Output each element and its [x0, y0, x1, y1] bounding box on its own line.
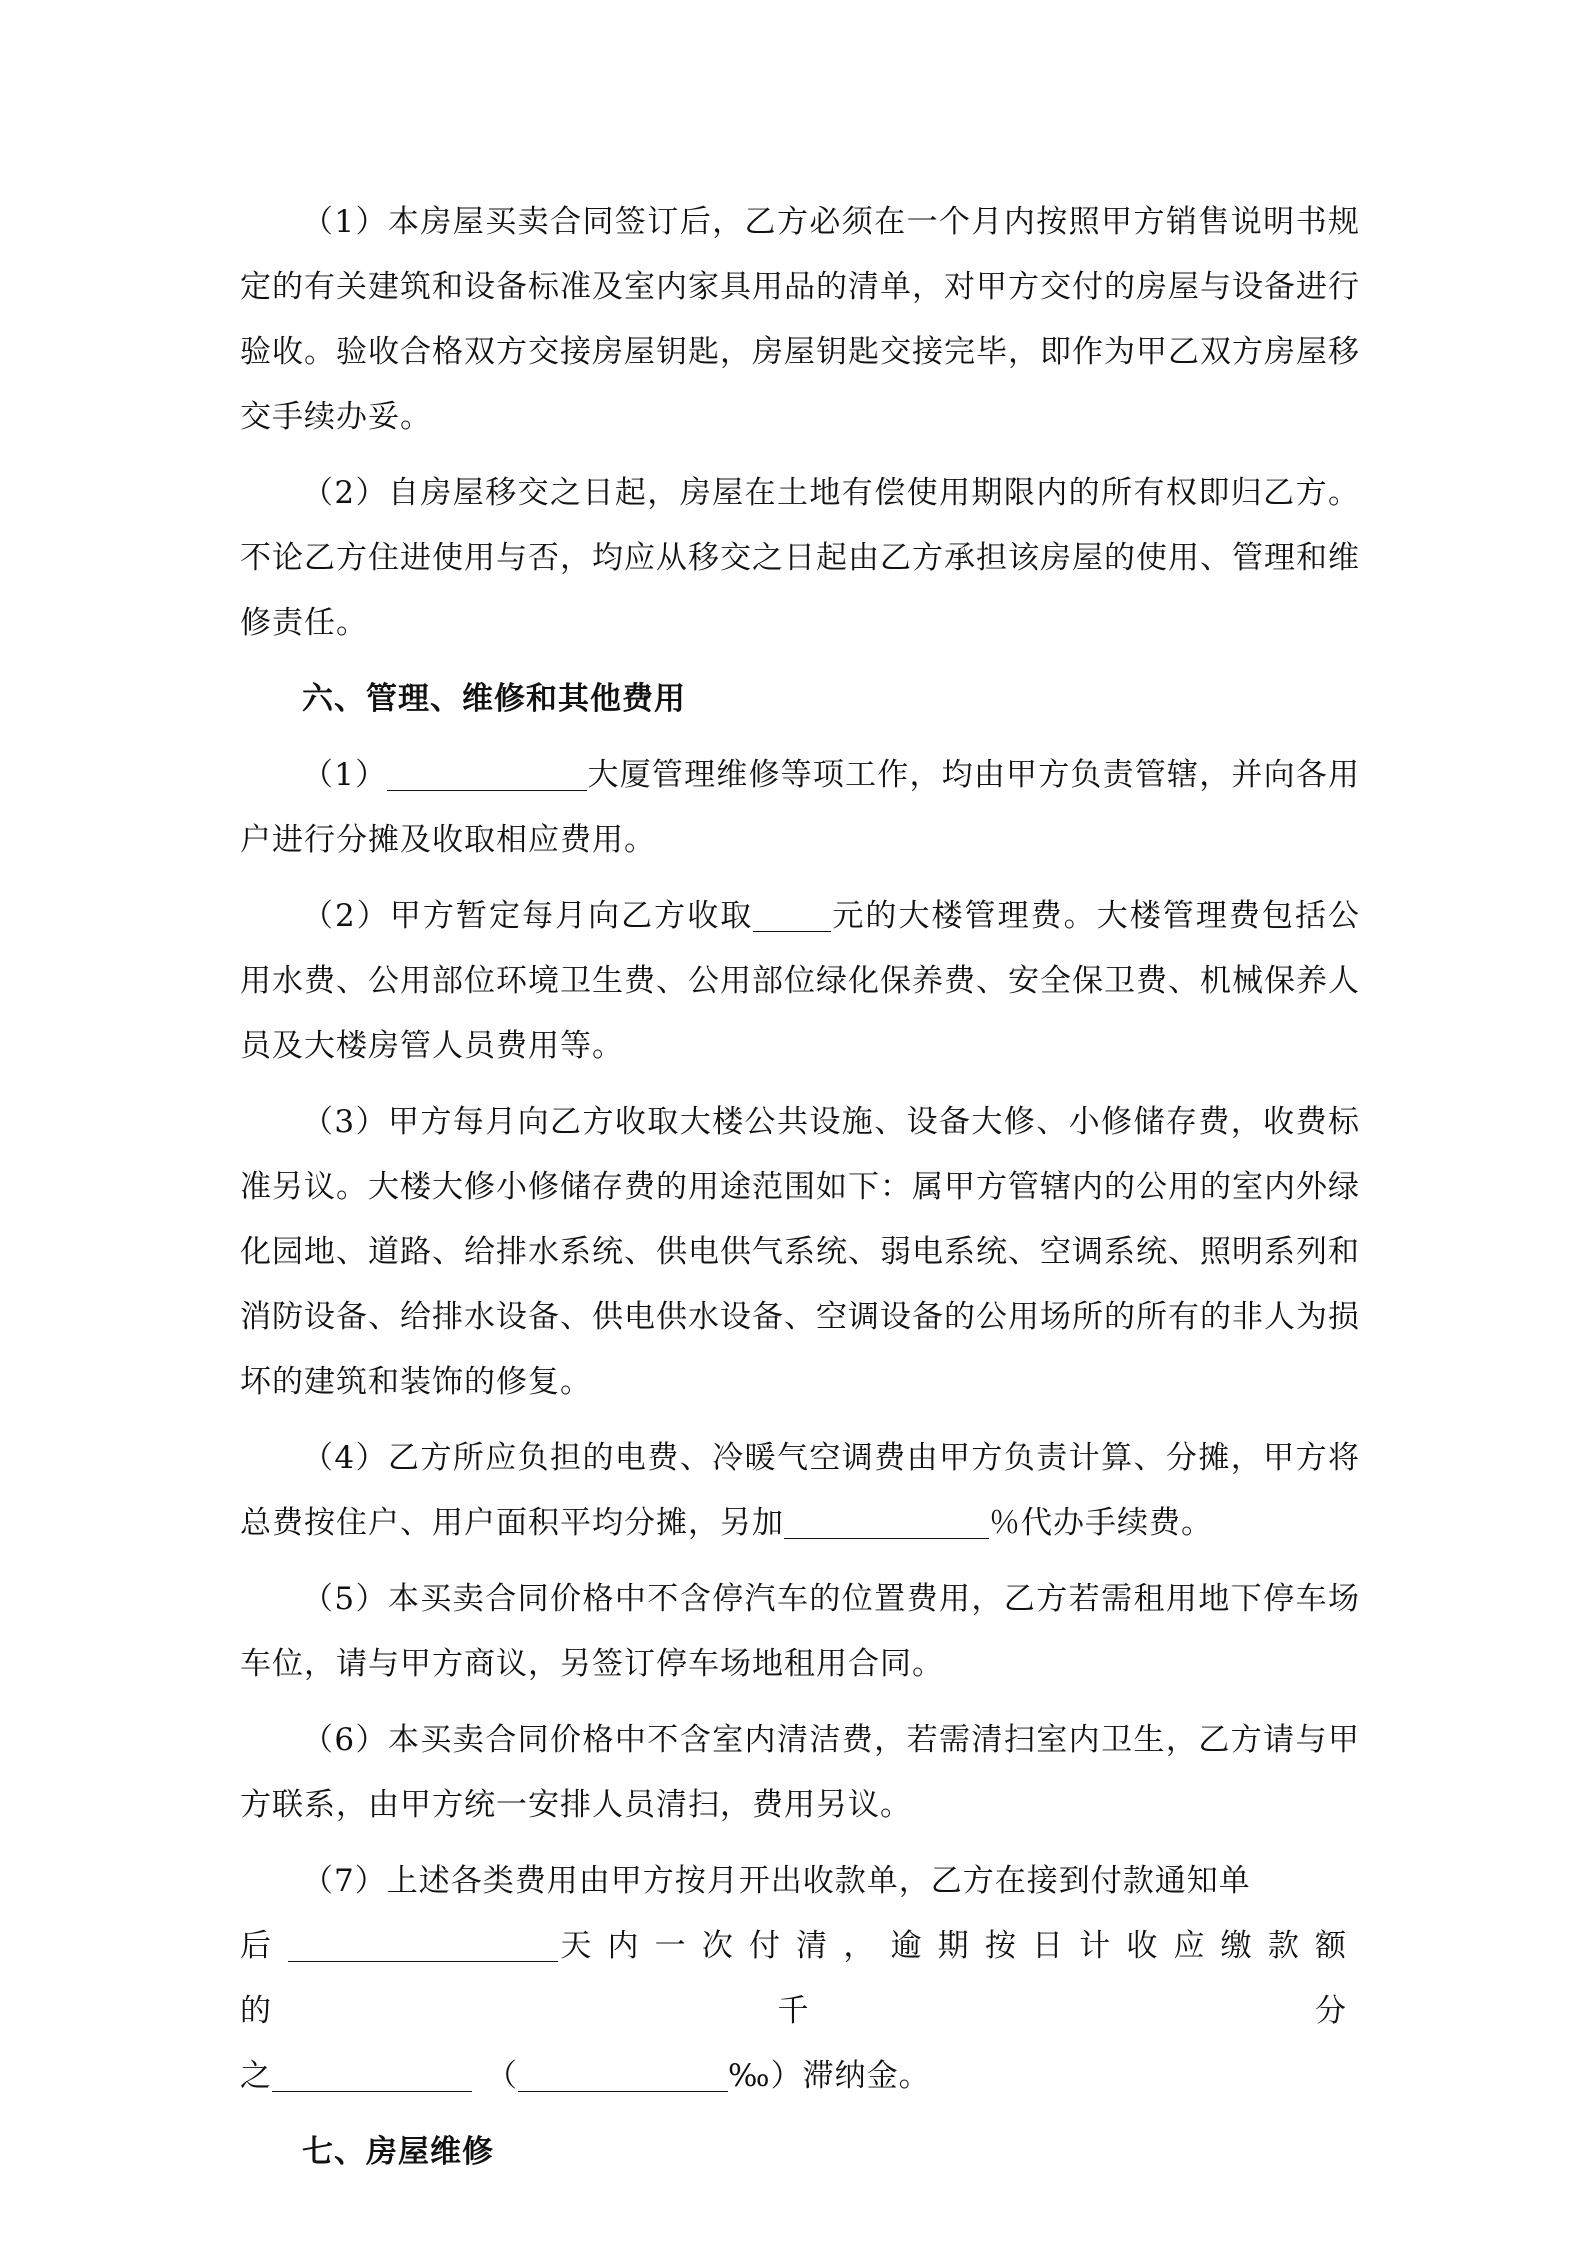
clause-6-7-line-2: 后 天内一次付清，逾期按日计收应缴款额的千分 — [240, 1928, 1361, 2029]
late-fee-words-blank — [272, 2059, 472, 2093]
clause-6-1-number: （1） — [302, 757, 388, 793]
clause-5-2: （2）自房屋移交之日起，房屋在土地有偿使用期限内的所有权即归乙方。不论乙方住进使用与否，均应从移交之日起由乙方承担该房屋的使用、管理和维修责任。 — [240, 475, 1360, 641]
section-7-heading: 七、房屋维修 — [302, 2134, 494, 2170]
clause-6-7-line-3: 之 （ ‰）滞纳金。 — [240, 2058, 931, 2094]
clause-5-1: （1）本房屋买卖合同签订后，乙方必须在一个月内按照甲方销售说明书规定的有关建筑和设备标准及室内家具用品的清单，对甲方交付的房屋与设备进行验收。验收合格双方交接房屋钥匙，房屋钥匙交接完毕，即作为甲乙双方房屋移交手续办妥。 — [240, 204, 1360, 435]
payment-days-blank — [288, 1929, 558, 1963]
clause-6-1-text: 大厦管理维修等项工作，均由甲方负责管辖，并向各用户进行分摊及收取相应费用。 — [240, 757, 1360, 858]
clause-6-7 — [240, 1849, 1360, 2109]
late-fee-permille-blank — [518, 2059, 728, 2093]
clause-6-6: （6）本买卖合同价格中不含室内清洁费，若需清扫室内卫生，乙方请与甲方联系，由甲方统一安排人员清扫，费用另议。 — [240, 1722, 1360, 1823]
clause-6-4-text-b: ％代办手续费。 — [989, 1505, 1213, 1541]
clause-6-1 — [240, 743, 1360, 873]
handling-fee-percent-blank — [784, 1506, 989, 1540]
clause-6-3: （3）甲方每月向乙方收取大楼公共设施、设备大修、小修储存费，收费标准另议。大楼大修小修储存费的用途范围如下：属甲方管辖内的公用的室内外绿化园地、道路、给排水系统、供电供气系统、弱电系统、空调系统、照明系列和消防设备、给排水设备、供电供水设备、空调设备的公用场所的所有的非人为损坏的建筑和装饰的修复。 — [240, 1104, 1360, 1400]
clause-6-2 — [240, 884, 1360, 1079]
management-fee-blank — [753, 899, 831, 933]
building-name-blank — [387, 758, 587, 792]
clause-6-2-text-a: （2）甲方暂定每月向乙方收取 — [302, 898, 754, 934]
clause-6-4-text-a: （4）乙方所应负担的电费、冷暖气空调费由甲方负责计算、分摊，甲方将总费按住户、用户面积平均分摊，另加 — [240, 1440, 1360, 1541]
clause-6-5: （5）本买卖合同价格中不含停汽车的位置费用，乙方若需租用地下停车场车位，请与甲方商议，另签订停车场地租用合同。 — [240, 1581, 1360, 1682]
clause-6-7-line-1: （7）上述各类费用由甲方按月开出收款单，乙方在接到付款通知单 — [302, 1863, 1251, 1899]
clause-6-4 — [240, 1426, 1360, 1556]
document-page — [240, 190, 1360, 2196]
section-6-heading: 六、管理、维修和其他费用 — [302, 681, 686, 717]
clause-6-2-text-b: 元的大楼管理费。大楼管理费包括公用水费、公用部位环境卫生费、公用部位绿化保养费、安全保卫费、机械保养人员及大楼房管人员费用等。 — [240, 898, 1360, 1064]
